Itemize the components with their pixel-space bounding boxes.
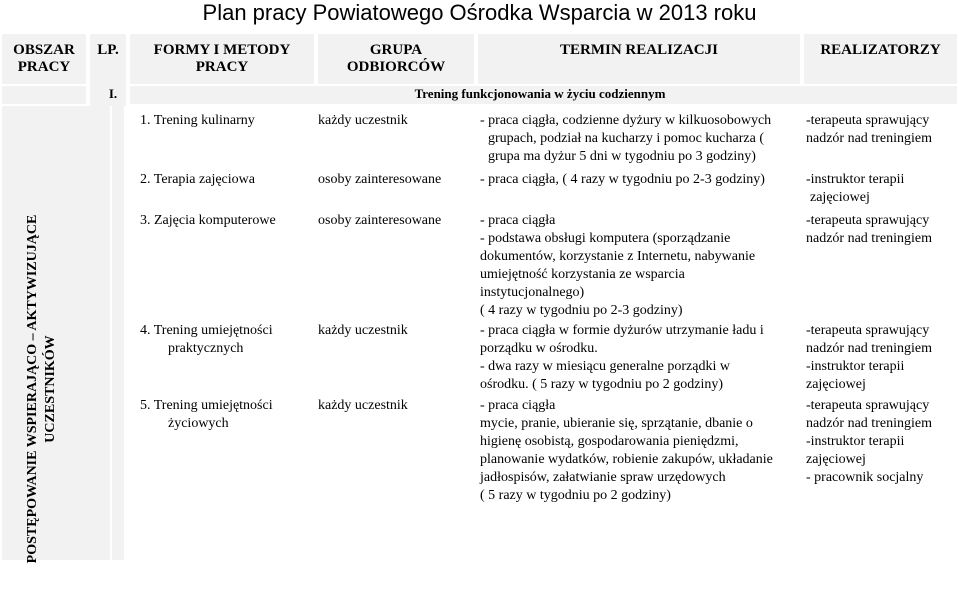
header-obszar: OBSZAR PRACY [13, 42, 75, 75]
lp-column [112, 106, 124, 560]
row-4-termin: - praca ciągła w formie dyżurów utrzymanie ładu i porządku w ośrodku. - dwa razy w miesiącu generalne porządki w ośrodku. ( 5 razy w tygodniu po 2 godziny) [480, 323, 764, 392]
row-2-forma: 2. Terapia zajęciowa [140, 172, 255, 187]
row-4-grupa: każdy uczestnik [318, 323, 408, 338]
row-2-realizatorzy: -instruktor terapii zajęciowej [806, 172, 905, 205]
header-formy: FORMY I METODY PRACY [153, 42, 291, 75]
row-3-forma: 3. Zajęcia komputerowe [140, 213, 276, 228]
row-5-termin: - praca ciągła mycie, pranie, ubieranie się, sprzątanie, dbanie o higienę osobistą, gospodarowania pieniędzmi, planowanie wydatków, robienie zakupów, układanie jadłospisów, załatwianie spraw urzędowych ( 5 razy w tygodniu po 2 godziny) [480, 398, 773, 503]
obszar-subcell [2, 86, 86, 104]
section-number: I. [108, 86, 118, 101]
row-2-grupa: osoby zainteresowane [318, 172, 442, 187]
row-5-grupa: każdy uczestnik [318, 398, 408, 413]
section-title: Trening funkcjonowania w życiu codziennym [414, 86, 666, 101]
header-realizatorzy: REALIZATORZY [820, 42, 941, 58]
row-5-forma: 5. Trening umiejętności życiowych [140, 398, 273, 431]
row-3-realizatorzy: -terapeuta sprawujący nadzór nad treningiem [806, 213, 932, 246]
row-3-grupa: osoby zainteresowane [318, 213, 442, 228]
header-lp: LP. [97, 42, 119, 58]
row-3-termin: - praca ciągła - podstawa obsługi komputera (sporządzanie dokumentów, korzystanie z Internetu, nabywanie umiejętność korzystania ze wsparcia instytucjonalnego) ( 4 razy w tygodniu po 2-3 godziny) [480, 213, 756, 318]
header-grupa: GRUPA ODBIORCÓW [346, 42, 446, 75]
row-1-realizatorzy: -terapeuta sprawujący nadzór nad treningiem [806, 113, 932, 146]
area-sidebar [2, 106, 110, 564]
page-title: Plan pracy Powiatowego Ośrodka Wsparcia w 2013 roku [202, 0, 757, 25]
row-4-realizatorzy: -terapeuta sprawujący nadzór nad treningiem -instruktor terapii zajęciowej [806, 323, 932, 392]
row-1-termin: - praca ciągła, codzienne dyżury w kilkuosobowych grupach, podział na kucharzy i pomoc kucharza ( grupa ma dyżur 5 dni w tygodniu po 3 godziny) [480, 113, 772, 164]
row-5-realizatorzy: -terapeuta sprawujący nadzór nad treningiem -instruktor terapii zajęciowej - pracownik socjalny [806, 398, 932, 485]
row-2-termin: - praca ciągła, ( 4 razy w tygodniu po 2-3 godziny) [480, 172, 765, 187]
header-termin: TERMIN REALIZACJI [560, 42, 718, 58]
area-label: POSTĘPOWANIE WSPIERAJĄCO – AKTYWIZUJĄCE UCZESTNIKÓW [25, 214, 58, 564]
row-1-forma: 1. Trening kulinarny [140, 113, 255, 128]
row-1-grupa: każdy uczestnik [318, 113, 408, 128]
row-4-forma: 4. Trening umiejętności praktycznych [140, 323, 273, 356]
